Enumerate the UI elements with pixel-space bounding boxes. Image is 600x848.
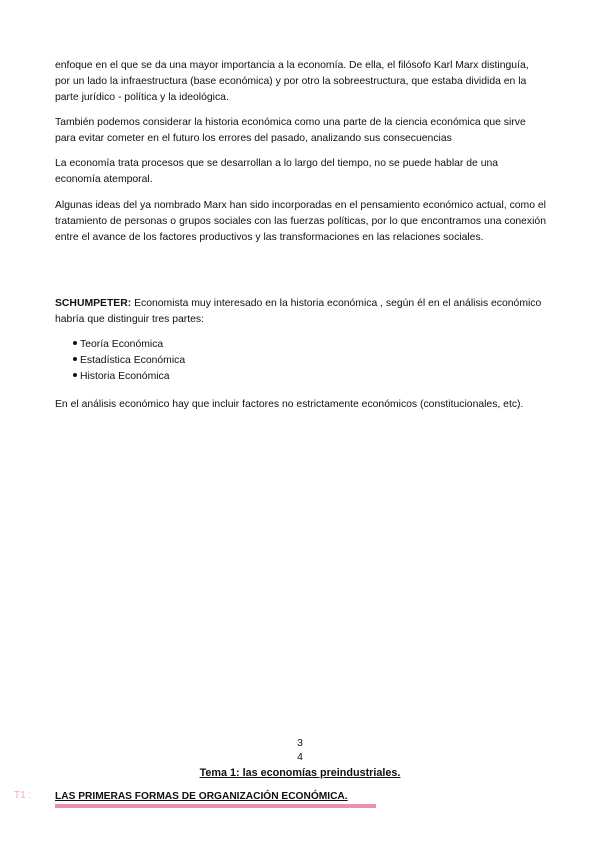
paragraph-factores: En el análisis económico hay que incluir factores no estrictamente económicos (constitucionales, etc). xyxy=(55,399,524,410)
paragraph-economia-atemporal: La economía trata procesos que se desarrollan a lo largo del tiempo, no se puede hablar de una economía atemporal. xyxy=(55,158,499,185)
schumpeter-text: Economista muy interesado en la historia económica , según él en el análisis económico habría que distinguir tres partes: xyxy=(55,298,542,325)
highlight-bar xyxy=(55,804,376,808)
paragraph-marx-intro: enfoque en el que se da una mayor importancia a la economía. De ella, el filósofo Karl Marx distinguía, por un lado la infraestructura (base económica) y por otro la sobreestructura, que estaba dividida en la parte jurídico - política y la ideológica. xyxy=(55,60,529,103)
bullet-icon xyxy=(73,341,77,345)
paragraph-ideas-marx: Algunas ideas del ya nombrado Marx han sido incorporadas en el pensamiento económico actual, como el tratamiento de personas o grupos sociales con las fuerzas políticas, por lo que encontramos una conexión entre el avance de los factores productivos y las transformaciones en las relaciones sociales. xyxy=(55,200,546,243)
page-number-secondary: 4 xyxy=(297,752,303,763)
schumpeter-label: SCHUMPETER: xyxy=(55,298,132,309)
list-item: Estadística Económica xyxy=(73,353,185,369)
bullet-icon xyxy=(73,373,77,377)
page-number: 3 xyxy=(297,738,303,749)
margin-mark: T1 : xyxy=(14,790,32,801)
paragraph-historia-economica: También podemos considerar la historia económica como una parte de la ciencia económica que sirve para evitar cometer en el futuro los errores del pasado, analizando sus consecuencias xyxy=(55,117,526,144)
bullet-icon xyxy=(73,357,77,361)
section-title: LAS PRIMERAS FORMAS DE ORGANIZACIÓN ECONÓMICA. xyxy=(55,791,348,802)
paragraph-schumpeter xyxy=(55,296,546,328)
tema-title: Tema 1: las economías preindustriales. xyxy=(199,767,401,779)
list-item: Teoría Económica xyxy=(73,337,185,353)
analysis-parts-list xyxy=(73,337,185,385)
list-item: Historia Económica xyxy=(73,369,185,385)
